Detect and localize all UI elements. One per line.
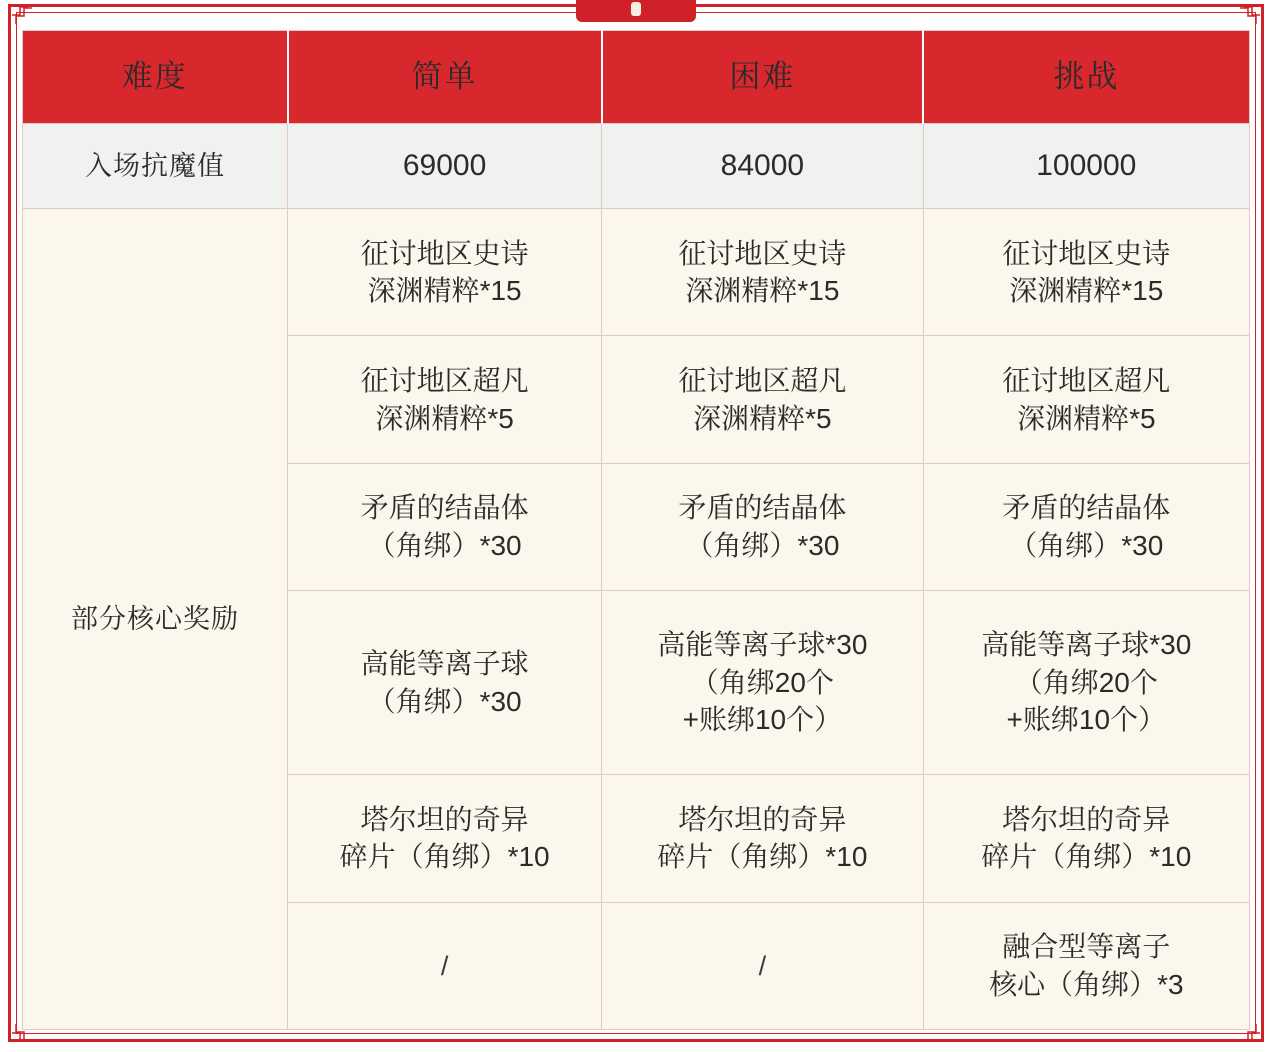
- ribbon-pin-icon: [631, 2, 641, 16]
- column-header-easy: 简单: [288, 31, 602, 124]
- reward-cell-challenge: 矛盾的结晶体 （角绑）*30: [923, 463, 1249, 590]
- reward-cell-hard: /: [602, 902, 923, 1029]
- reward-cell-challenge: 塔尔坦的奇异 碎片（角绑）*10: [923, 775, 1249, 902]
- reward-cell-hard: 征讨地区史诗 深渊精粹*15: [602, 209, 923, 336]
- reward-cell-hard: 塔尔坦的奇异 碎片（角绑）*10: [602, 775, 923, 902]
- corner-ornament-icon: [1236, 2, 1262, 28]
- column-header-challenge: 挑战: [923, 31, 1249, 124]
- entry-value-challenge: 100000: [923, 124, 1249, 209]
- column-header-difficulty: 难度: [23, 31, 288, 124]
- reward-cell-hard: 矛盾的结晶体 （角绑）*30: [602, 463, 923, 590]
- reward-table-container: [22, 30, 1250, 1030]
- reward-cell-easy: 矛盾的结晶体 （角绑）*30: [288, 463, 602, 590]
- entry-value-hard: 84000: [602, 124, 923, 209]
- reward-cell-easy: 塔尔坦的奇异 碎片（角绑）*10: [288, 775, 602, 902]
- table-row: [23, 124, 1250, 209]
- reward-cell-easy: 高能等离子球 （角绑）*30: [288, 591, 602, 775]
- reward-cell-easy: 征讨地区史诗 深渊精粹*15: [288, 209, 602, 336]
- reward-cell-challenge: 征讨地区史诗 深渊精粹*15: [923, 209, 1249, 336]
- reward-cell-challenge: 高能等离子球*30 （角绑20个 +账绑10个）: [923, 591, 1249, 775]
- reward-cell-challenge: 征讨地区超凡 深渊精粹*5: [923, 336, 1249, 463]
- reward-cell-hard: 高能等离子球*30 （角绑20个 +账绑10个）: [602, 591, 923, 775]
- table-header-row: [23, 31, 1250, 124]
- table-row: [23, 209, 1250, 336]
- reward-table: [22, 30, 1250, 1030]
- entry-value-easy: 69000: [288, 124, 602, 209]
- row-label-core-rewards: 部分核心奖励: [23, 209, 288, 1030]
- reward-cell-hard: 征讨地区超凡 深渊精粹*5: [602, 336, 923, 463]
- table-body: [23, 124, 1250, 1030]
- reward-cell-easy: 征讨地区超凡 深渊精粹*5: [288, 336, 602, 463]
- top-ribbon-decoration: [576, 0, 696, 22]
- reward-cell-easy: /: [288, 902, 602, 1029]
- corner-ornament-icon: [10, 2, 36, 28]
- row-label-entry-requirement: 入场抗魔值: [23, 124, 288, 209]
- column-header-hard: 困难: [602, 31, 923, 124]
- reward-cell-challenge: 融合型等离子 核心（角绑）*3: [923, 902, 1249, 1029]
- table-header: [23, 31, 1250, 124]
